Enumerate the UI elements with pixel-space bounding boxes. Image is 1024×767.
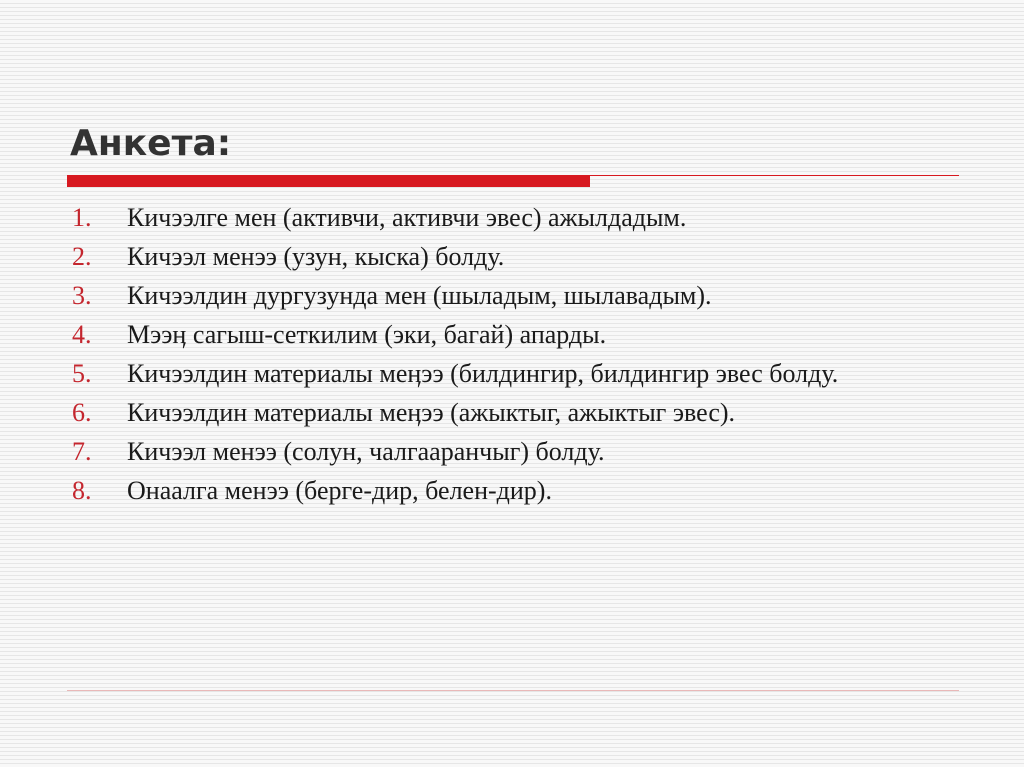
title-underline-thick: [67, 175, 590, 187]
question-text: Кичээлдин материалы меӊээ (ажыктыг, ажыктыг эвес).: [127, 398, 736, 427]
survey-question-8: [72, 471, 838, 510]
footer-divider: [67, 690, 959, 691]
question-text: Кичээлдин дургузунда мен (шыладым, шылавадым).: [127, 281, 712, 310]
survey-question-6: [72, 393, 838, 432]
question-number: 7.: [72, 437, 92, 466]
question-number: 4.: [72, 320, 92, 349]
question-text: Кичээлге мен (активчи, активчи эвес) ажылдадым.: [127, 203, 687, 232]
survey-question-2: [72, 237, 838, 276]
question-number: 8.: [72, 476, 92, 505]
survey-question-7: [72, 432, 838, 471]
survey-question-5: [72, 354, 838, 393]
title-underline: [67, 175, 959, 187]
question-text: Кичээл менээ (солун, чалгааранчыг) болду.: [127, 437, 605, 466]
question-text: Мээӊ сагыш-сеткилим (эки, багай) апарды.: [127, 320, 607, 349]
question-number: 6.: [72, 398, 92, 427]
question-number: 1.: [72, 203, 92, 232]
title-underline-thin: [590, 175, 959, 176]
question-number: 2.: [72, 242, 92, 271]
survey-question-1: [72, 198, 838, 237]
question-text: Онаалга менээ (берге-дир, белен-дир).: [127, 476, 552, 505]
survey-question-3: [72, 276, 838, 315]
question-text: Кичээл менээ (узун, кыска) болду.: [127, 242, 505, 271]
survey-question-4: [72, 315, 838, 354]
question-text: Кичээлдин материалы меӊээ (билдингир, билдингир эвес болду.: [127, 359, 839, 388]
slide-title: Анкета:: [70, 123, 232, 164]
survey-question-list: [72, 198, 838, 510]
question-number: 3.: [72, 281, 92, 310]
question-number: 5.: [72, 359, 92, 388]
